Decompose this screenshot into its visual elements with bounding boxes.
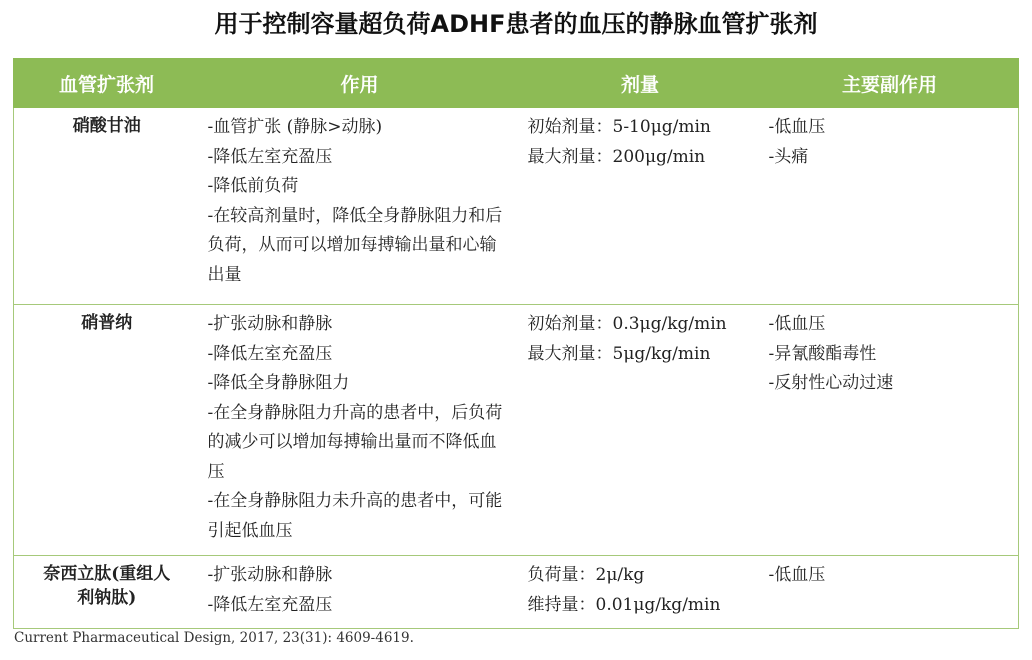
table-row [14, 556, 1019, 629]
action-item: -在较高剂量时，降低全身静脉阻力和后负荷，从而可以增加每搏输出量和心输出量 [207, 205, 503, 285]
vasodilator-table [13, 58, 1019, 629]
dose-item: 维持量：0.01μg/kg/min [527, 594, 721, 615]
drug-name: 奈西立肽(重组人 利钠肽) [14, 556, 200, 629]
action-item: -降低左室充盈压 [207, 146, 333, 167]
table-row [14, 108, 1019, 305]
action-item: -降低全身静脉阻力 [207, 373, 350, 393]
side-effect-item: -低血压 [768, 314, 826, 334]
drug-dose [520, 108, 761, 305]
action-item: -血管扩张 (静脉>动脉) [207, 117, 383, 137]
table-row [14, 305, 1019, 556]
dose-item: 负荷量：2μ/kg [527, 565, 645, 585]
side-effect-item: -反射性心动过速 [768, 373, 894, 393]
source-citation: Current Pharmaceutical Design, 2017, 23(31): 4609-4619. [14, 630, 414, 646]
header-side-effects: 主要副作用 [761, 59, 1019, 108]
drug-actions [200, 108, 520, 305]
drug-actions [200, 305, 520, 556]
drug-dose [520, 305, 761, 556]
side-effect-item: -异氰酸酯毒性 [768, 343, 877, 364]
dose-item: 初始剂量：5-10μg/min [527, 117, 711, 137]
drug-side-effects [761, 108, 1019, 305]
header-action: 作用 [200, 59, 520, 108]
action-item: -扩张动脉和静脉 [207, 565, 333, 585]
action-item: -在全身静脉阻力升高的患者中，后负荷的减少可以增加每搏输出量而不降低血压 [207, 402, 503, 482]
drug-side-effects [761, 305, 1019, 556]
header-dose: 剂量 [520, 59, 761, 108]
action-item: -降低前负荷 [207, 176, 299, 196]
action-item: -在全身静脉阻力未升高的患者中，可能引起低血压 [207, 491, 503, 541]
drug-actions [200, 556, 520, 629]
header-drug: 血管扩张剂 [14, 59, 200, 108]
side-effect-item: -低血压 [768, 117, 826, 137]
dose-item: 最大剂量：200μg/min [527, 146, 706, 167]
drug-side-effects [761, 556, 1019, 629]
action-item: -降低左室充盈压 [207, 594, 333, 615]
table-header-row [14, 59, 1019, 108]
drug-name: 硝酸甘油 [14, 108, 200, 305]
action-item: -扩张动脉和静脉 [207, 314, 333, 334]
side-effect-item: -低血压 [768, 565, 826, 585]
side-effect-item: -头痛 [768, 146, 809, 167]
action-item: -降低左室充盈压 [207, 343, 333, 364]
drug-dose [520, 556, 761, 629]
page-title: 用于控制容量超负荷ADHF患者的血压的静脉血管扩张剂 [214, 10, 818, 38]
dose-item: 初始剂量：0.3μg/kg/min [527, 314, 727, 334]
drug-name: 硝普纳 [14, 305, 200, 556]
dose-item: 最大剂量：5μg/kg/min [527, 343, 711, 364]
